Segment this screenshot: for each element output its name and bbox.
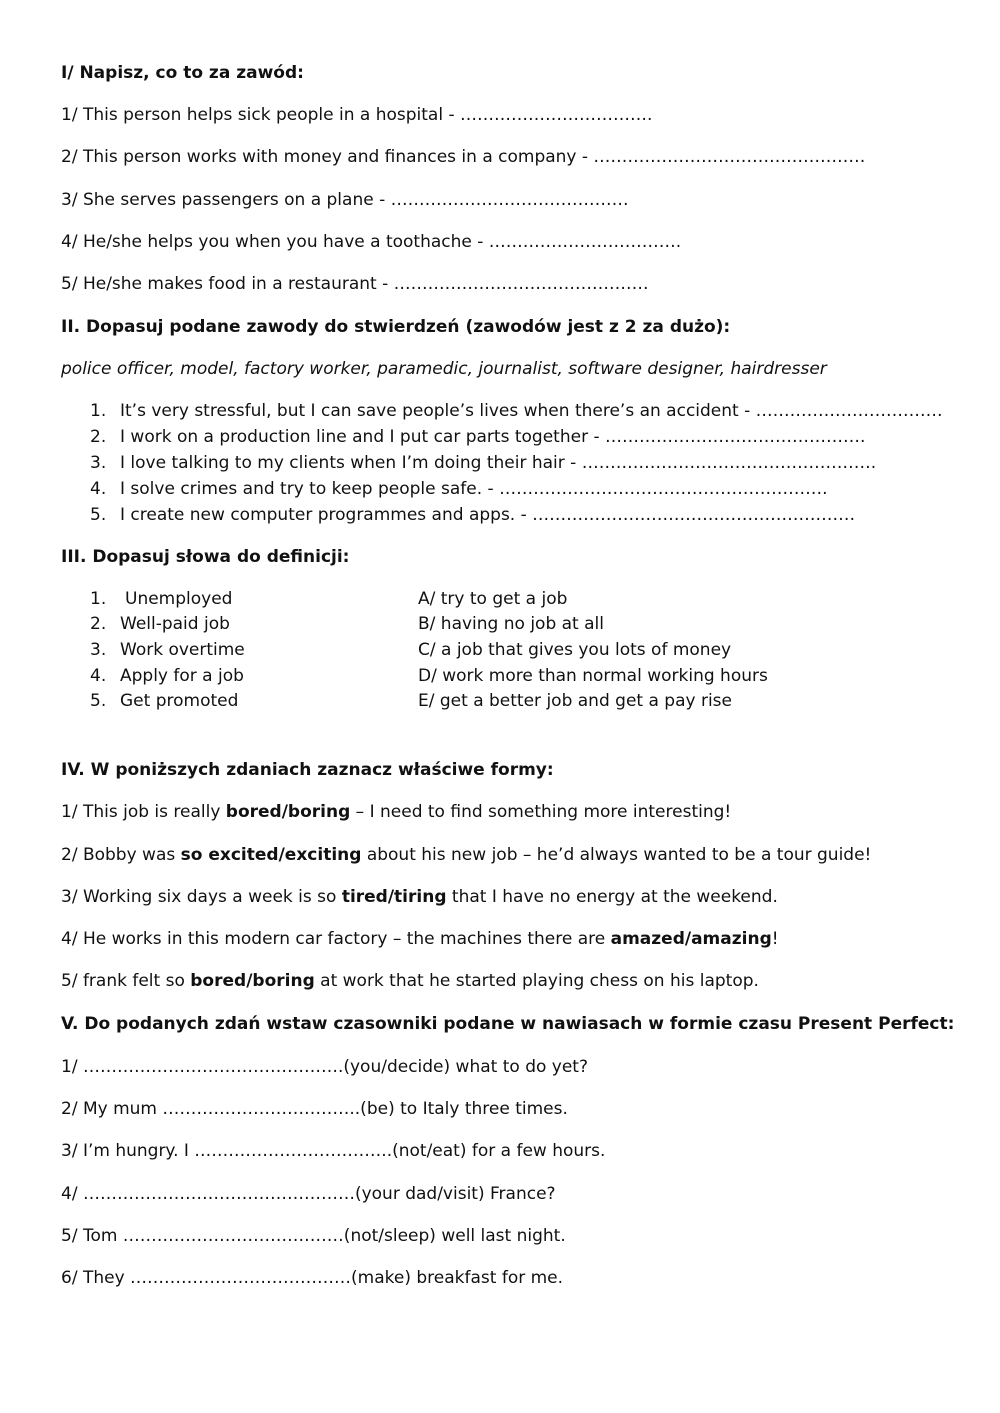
section-3-term: Unemployed xyxy=(125,589,233,609)
section-2-item-number: 2. xyxy=(90,427,107,447)
sentence-start: 2/ Bobby was xyxy=(61,845,181,865)
section-1-item-3: 3/ She serves passengers on a plane - …………………………………… xyxy=(61,190,629,210)
section-1-item-4: 4/ He/she helps you when you have a toothache - ……………………………. xyxy=(61,232,682,252)
section-2-word-bank: police officer, model, factory worker, paramedic, journalist, software designer, hairdresser xyxy=(61,359,827,379)
section-4-sentence-3 xyxy=(61,887,778,907)
sentence-start: 5/ frank felt so xyxy=(61,971,191,991)
section-2-item-text: I solve crimes and try to keep people safe. - …………………………………………………. xyxy=(120,479,828,499)
sentence-end: ! xyxy=(771,929,779,949)
sentence-end: at work that he started playing chess on his laptop. xyxy=(314,971,759,991)
sentence-end: about his new job – he’d always wanted to be a tour guide! xyxy=(361,845,872,865)
section-1-item-2: 2/ This person works with money and finances in a company - ………………………………………… xyxy=(61,147,866,167)
section-5-heading: V. Do podanych zdań wstaw czasowniki podane w nawiasach w formie czasu Present Perfect: xyxy=(61,1014,955,1034)
sentence-start: 3/ Working six days a week is so xyxy=(61,887,342,907)
section-3-definition: E/ get a better job and get a pay rise xyxy=(418,691,732,711)
section-3-term: Work overtime xyxy=(120,640,245,660)
section-2-item-text: It’s very stressful, but I can save people’s lives when there’s an accident - …………………………… xyxy=(120,401,943,421)
section-5-item-4: 4/ …………………………………………(your dad/visit) France? xyxy=(61,1184,556,1204)
sentence-start: 1/ This job is really xyxy=(61,802,226,822)
section-4-heading: IV. W poniższych zdaniach zaznacz właściwe formy: xyxy=(61,760,554,780)
section-2-item-text: I work on a production line and I put car parts together - ………………………………………. xyxy=(120,427,866,447)
section-5-item-2: 2/ My mum ……………………………..(be) to Italy three times. xyxy=(61,1099,568,1119)
section-2-item-number: 1. xyxy=(90,401,107,421)
section-3-definition: A/ try to get a job xyxy=(418,589,568,609)
section-4-sentence-2 xyxy=(61,845,871,865)
section-4-sentence-4 xyxy=(61,929,779,949)
section-3-item-number: 1. xyxy=(90,589,107,609)
section-1-item-1: 1/ This person helps sick people in a hospital - ……………………………. xyxy=(61,105,653,125)
sentence-end: – I need to find something more interesting! xyxy=(350,802,732,822)
answer-choice[interactable]: tired/tiring xyxy=(341,887,447,907)
section-3-definition: D/ work more than normal working hours xyxy=(418,666,768,686)
section-5-item-6: 6/ They …………………………………(make) breakfast for me. xyxy=(61,1268,564,1288)
section-3-item-number: 3. xyxy=(90,640,107,660)
section-1-item-5: 5/ He/she makes food in a restaurant - ……………………………………… xyxy=(61,274,649,294)
section-1-heading: I/ Napisz, co to za zawód: xyxy=(61,63,304,83)
section-3-item-number: 4. xyxy=(90,666,107,686)
section-5-item-5: 5/ Tom …………………………………(not/sleep) well last night. xyxy=(61,1226,566,1246)
section-3-term: Well-paid job xyxy=(120,614,230,634)
section-3-definition: B/ having no job at all xyxy=(418,614,604,634)
section-5-item-3: 3/ I’m hungry. I ……………………………..(not/eat) for a few hours. xyxy=(61,1141,606,1161)
section-3-heading: III. Dopasuj słowa do definicji: xyxy=(61,547,350,567)
section-3-term: Apply for a job xyxy=(120,666,244,686)
section-4-sentence-5 xyxy=(61,971,759,991)
section-3-term: Get promoted xyxy=(120,691,239,711)
section-3-definition: C/ a job that gives you lots of money xyxy=(418,640,732,660)
section-2-item-number: 5. xyxy=(90,505,107,525)
answer-choice[interactable]: bored/boring xyxy=(190,971,315,991)
section-2-item-text: I create new computer programmes and apps. - ………………………………………………… xyxy=(120,505,856,525)
section-5-item-1: 1/ ……………………………………….(you/decide) what to do yet? xyxy=(61,1057,588,1077)
section-3-item-number: 2. xyxy=(90,614,107,634)
section-2-item-text: I love talking to my clients when I’m doing their hair - ……………………………………………. xyxy=(120,453,877,473)
answer-choice[interactable]: so excited/exciting xyxy=(180,845,362,865)
section-4-sentence-1 xyxy=(61,802,731,822)
section-2-item-number: 3. xyxy=(90,453,107,473)
sentence-end: that I have no energy at the weekend. xyxy=(446,887,778,907)
section-3-item-number: 5. xyxy=(90,691,107,711)
answer-choice[interactable]: bored/boring xyxy=(225,802,351,822)
answer-choice[interactable]: amazed/amazing xyxy=(610,929,772,949)
sentence-start: 4/ He works in this modern car factory – the machines there are xyxy=(61,929,611,949)
section-2-heading: II. Dopasuj podane zawody do stwierdzeń (zawodów jest z 2 za dużo): xyxy=(61,317,731,337)
section-2-item-number: 4. xyxy=(90,479,107,499)
